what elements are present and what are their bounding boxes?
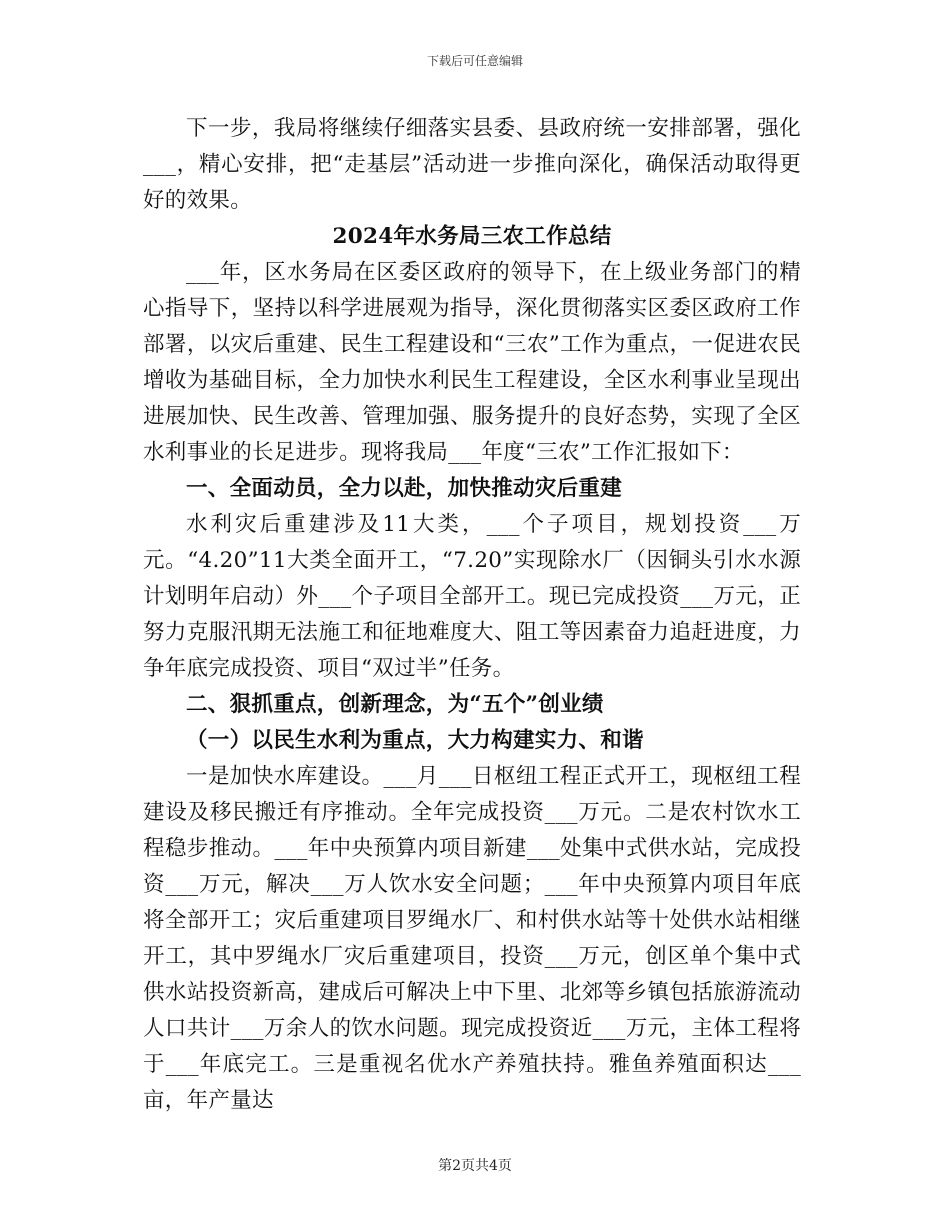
document-body [143, 111, 801, 1119]
document-title: 2024年水务局三农工作总结 [332, 224, 612, 249]
intro-paragraph: 下一步，我局将继续仔细落实县委、县政府统一安排部署，强化___，精心安排，把“走基层”活动进一步推向深化，确保活动取得更好的效果。 [143, 116, 801, 213]
page-number: 第2页共4页 [438, 1158, 512, 1174]
section-heading-2: 二、狠抓重点，创新理念，为“五个”创业绩 [186, 692, 604, 717]
paragraph-2: 水利灾后重建涉及11大类，___个子项目，规划投资___万元。“4.20”11大类全面开工，“7.20”实现除水厂（因铜头引水水源计划明年启动）外___个子项目全部开工。现已完成投资___万元，正努力克服汛期无法施工和征地难度大、阻工等因素奋力追赶进度，力争年底完成投资、项目“双过半”任务。 [143, 512, 801, 681]
paragraph-3: 一是加快水库建设。___月___日枢纽工程正式开工，现枢纽工程建设及移民搬迁有序推动。全年完成投资___万元。二是农村饮水工程稳步推动。___年中央预算内项目新建___处集中式供水站，完成投资___万元，解决___万人饮水安全问题；___年中央预算内项目年底将全部开工；灾后重建项目罗绳水厂、和村供水站等十处供水站相继开工，其中罗绳水厂灾后重建项目，投资___万元，创区单个集中式供水站投资新高，建成后可解决上中下里、北郊等乡镇包括旅游流动人口共计___万余人的饮水问题。现完成投资近___万元，主体工程将于___年底完工。三是重视名优水产养殖扶持。雅鱼养殖面积达___亩，年产量达 [143, 764, 801, 1113]
section-heading-1: 一、全面动员，全力以赴，加快推动灾后重建 [186, 476, 623, 501]
paragraph-1: ___年，区水务局在区委区政府的领导下，在上级业务部门的精心指导下，坚持以科学进展观为指导，深化贯彻落实区委区政府工作部署，以灾后重建、民生工程建设和“三农”工作为重点，一促进农民增收为基础目标，全力加快水利民生工程建设，全区水利事业呈现出进展加快、民生改善、管理加强、服务提升的良好态势，实现了全区水利事业的长足进步。现将我局___年度“三农”工作汇报如下： [143, 260, 801, 465]
subsection-heading-2-1: （一）以民生水利为重点，大力构建实力、和谐 [186, 728, 644, 753]
header-note: 下载后可任意编辑 [426, 54, 523, 68]
